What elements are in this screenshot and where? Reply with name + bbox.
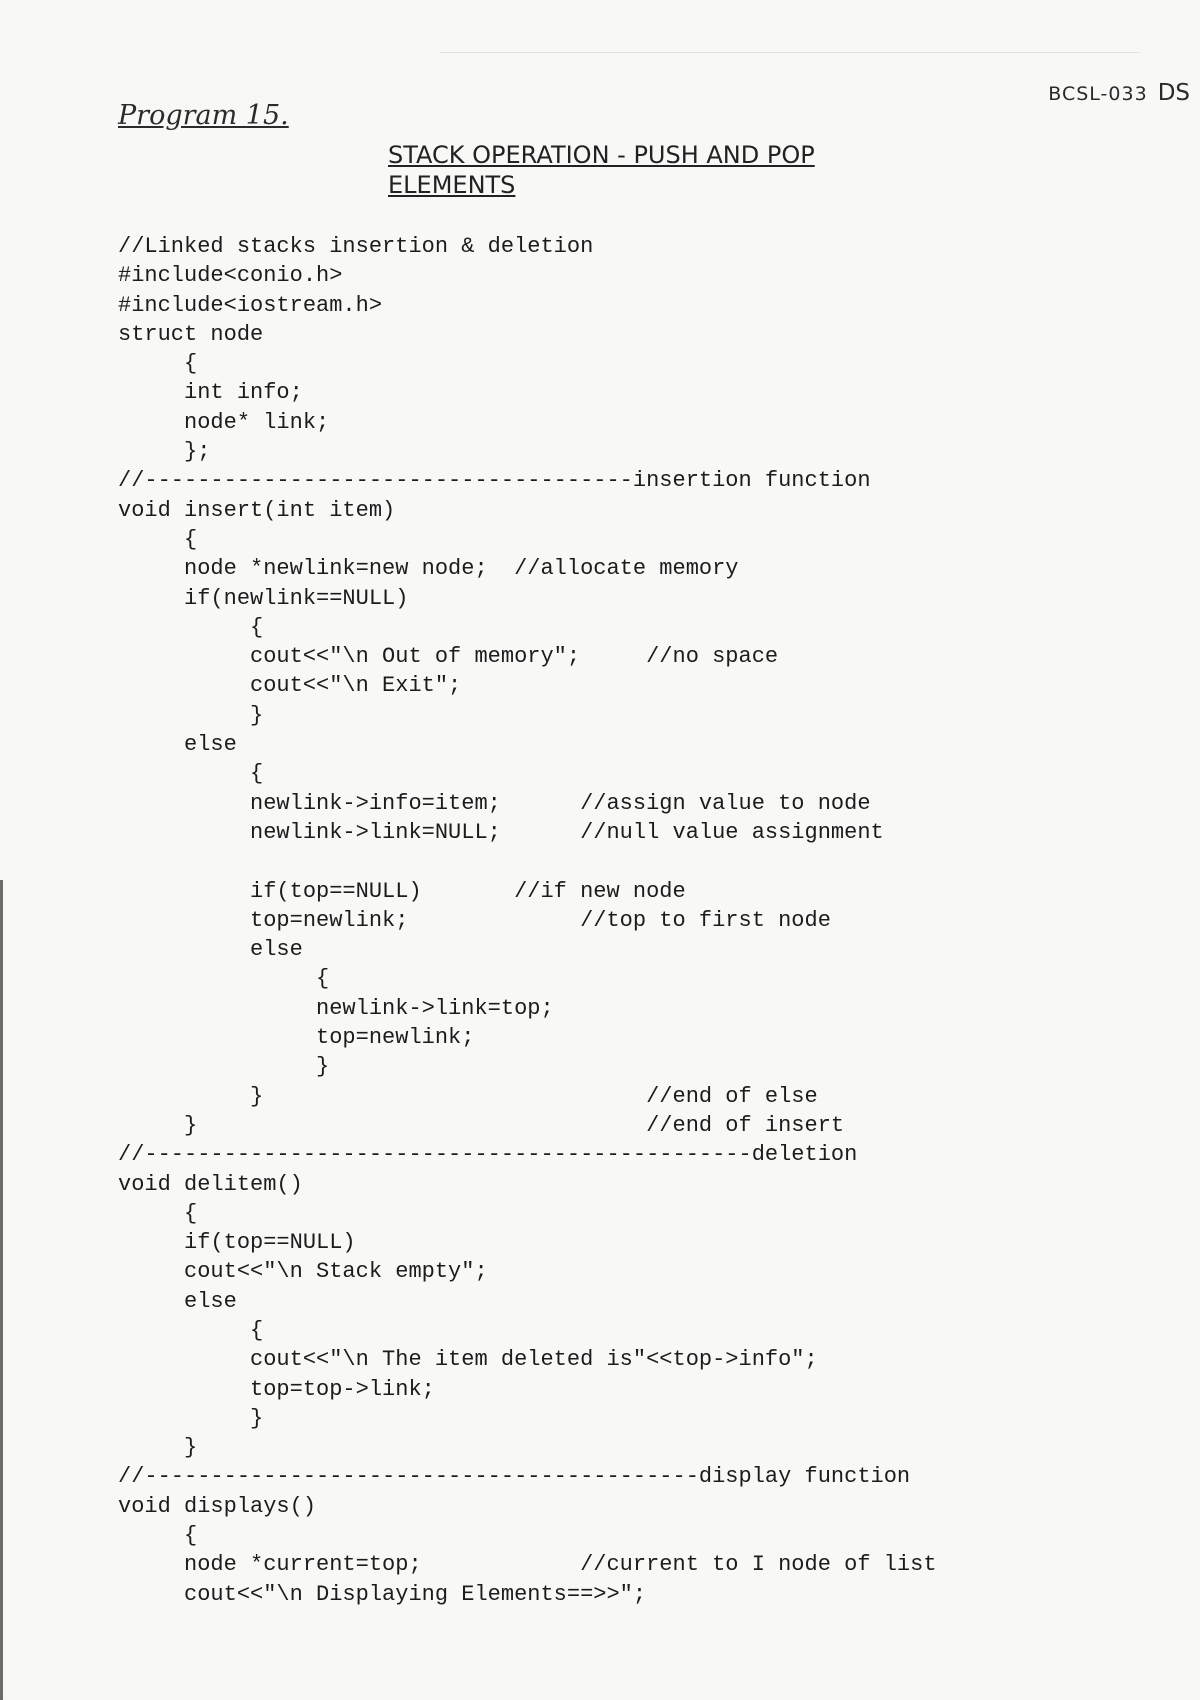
code-line: //-------------------------------------insertion function — [118, 468, 871, 494]
code-line: int info; — [118, 380, 303, 406]
code-line: void displays() — [118, 1493, 317, 1519]
code-line: { — [118, 526, 198, 552]
code-line: { — [118, 614, 264, 640]
code-line: { — [118, 761, 264, 787]
code-line: newlink->link=NULL; //null value assignment — [118, 819, 884, 845]
code-line: //Linked stacks insertion & deletion — [118, 234, 594, 259]
code-line: #include<iostream.h> — [118, 292, 383, 318]
code-line: void delitem() — [118, 1171, 303, 1197]
code-line: cout<<"\n Stack empty"; — [118, 1259, 488, 1285]
code-line: node *current=top; //current to I node of list — [118, 1552, 937, 1578]
code-line: { — [118, 1200, 198, 1226]
code-line: if(top==NULL) — [118, 1230, 356, 1256]
code-line: { — [118, 1523, 198, 1549]
page-header — [1048, 80, 1190, 106]
code-line: cout<<"\n Displaying Elements==>>"; — [118, 1581, 647, 1607]
code-line: } //end of else — [118, 1083, 818, 1109]
code-line: cout<<"\n Out of memory"; //no space — [118, 644, 779, 670]
code-line: #include<conio.h> — [118, 263, 343, 289]
scan-top-line — [440, 52, 1140, 53]
code-line: { — [118, 351, 198, 377]
code-line: }; — [118, 439, 211, 465]
code-line: else — [118, 1288, 237, 1314]
code-line: if(newlink==NULL) — [118, 585, 409, 611]
code-line: cout<<"\n The item deleted is"<<top->info"; — [118, 1347, 818, 1373]
code-line: newlink->link=top; — [118, 995, 554, 1021]
program-label: Program 15. — [118, 100, 289, 131]
code-line: //------------------------------------------display function — [118, 1464, 911, 1490]
code-listing — [118, 232, 937, 1609]
title-line-1: STACK OPERATION - PUSH AND POP — [388, 141, 815, 169]
code-line: top=top->link; — [118, 1376, 435, 1402]
code-line: node* link; — [118, 409, 330, 435]
course-code: BCSL-033 — [1048, 83, 1148, 105]
course-tag: DS — [1157, 80, 1190, 106]
code-line: else — [118, 937, 303, 963]
code-line: } — [118, 1054, 330, 1080]
code-line: cout<<"\n Exit"; — [118, 673, 462, 699]
code-line: { — [118, 966, 330, 992]
code-line: struct node — [118, 321, 264, 347]
title-line-2: ELEMENTS — [388, 171, 516, 199]
page-title — [388, 140, 815, 200]
code-line — [118, 847, 937, 876]
code-line: newlink->info=item; //assign value to node — [118, 790, 871, 816]
code-line: if(top==NULL) //if new node — [118, 878, 686, 904]
code-line: { — [118, 1317, 264, 1343]
code-line: } — [118, 702, 264, 728]
code-line: void insert(int item) — [118, 497, 396, 523]
code-line: } //end of insert — [118, 1112, 845, 1138]
code-line: //----------------------------------------------deletion — [118, 1142, 858, 1168]
code-line: top=newlink; — [118, 1025, 475, 1051]
code-line: } — [118, 1405, 264, 1431]
code-line: node *newlink=new node; //allocate memory — [118, 556, 739, 582]
code-line: else — [118, 732, 237, 758]
scan-left-edge — [0, 880, 3, 1700]
code-line: top=newlink; //top to first node — [118, 907, 831, 933]
code-line: } — [118, 1435, 198, 1461]
